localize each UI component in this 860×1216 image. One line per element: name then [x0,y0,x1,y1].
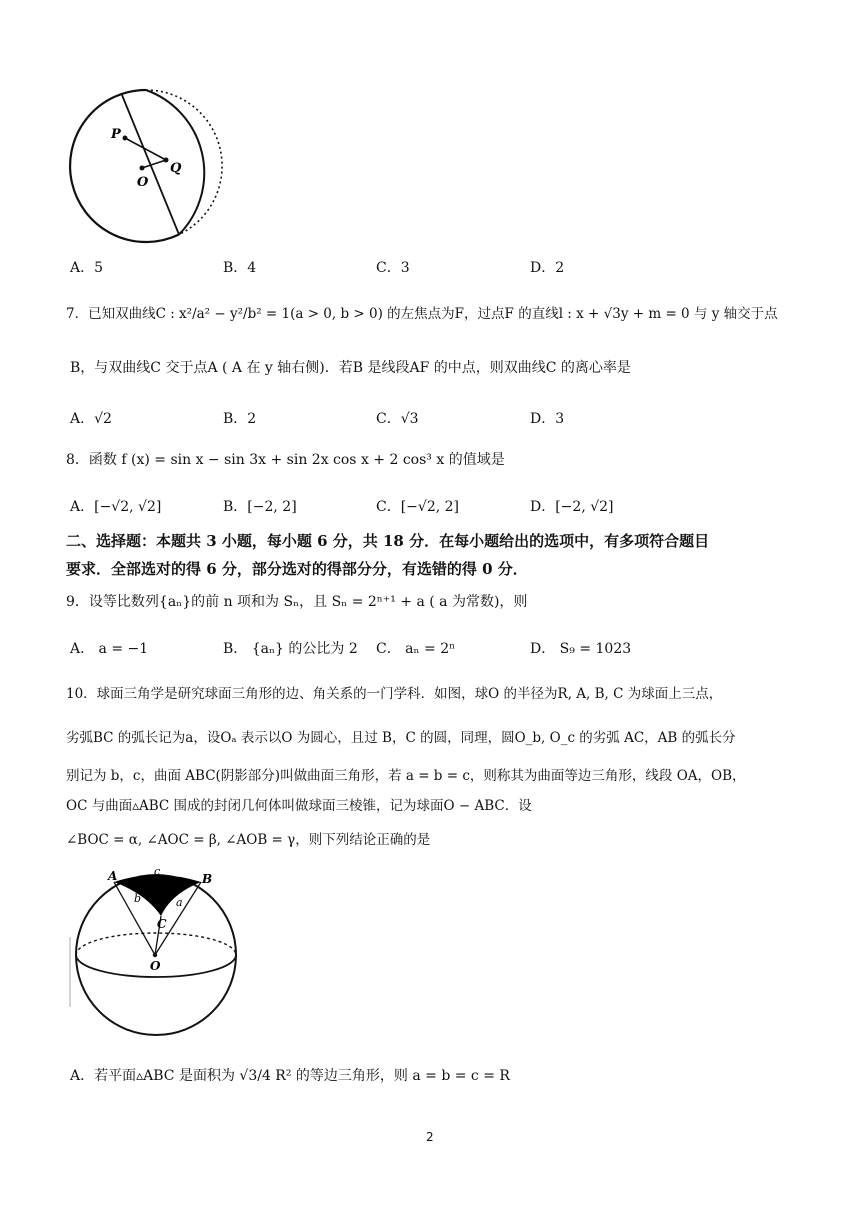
q10-line-5: ∠BOC = α, ∠AOC = β, ∠AOB = γ，则下列结论正确的是 [66,832,431,848]
q10-label-b-arc: b [134,892,142,905]
q10-label-a-arc: a [176,896,183,909]
q7-option-c: C．√3 [376,411,419,427]
q10-label-b: B [202,872,213,886]
q8-option-b: B．[−2, 2] [223,499,297,515]
q8-option-c: C．[−√2, 2] [376,499,460,515]
q10-label-a: A [108,869,118,883]
q9-option-c: C． aₙ = 2ⁿ [376,641,456,657]
q10-line-3: 别记为 b，c，曲面 ABC(阴影部分)叫做曲面三角形，若 a = b = c，则称其为曲面等边三角形，线段 OA，OB， [66,768,746,784]
q6-option-c: C．3 [376,260,410,276]
q9-line-1: 9．设等比数列{aₙ}的前 n 项和为 Sₙ，且 Sₙ = 2ⁿ⁺¹ + a ( a 为常数)，则 [66,594,528,610]
q10-label-c-point: C [157,917,167,931]
q8-option-d: D．[−2, √2] [530,499,614,515]
q7-option-b: B．2 [223,411,257,427]
q10-line-2: 劣弧BC 的弧长记为a，设Oₐ 表示以O 为圆心，且过 B，C 的圆，同理，圆O_b, O_c 的劣弧 AC，AB 的弧长分 [66,730,736,746]
q7-line-1: 7．已知双曲线C : x²/a² − y²/b² = 1(a > 0, b > 0) 的左焦点为F，过点F 的直线l : x + √3y + m = 0 与 y 轴交于点 [66,306,778,322]
q9-option-a: A． a = −1 [70,641,149,657]
q8-option-a: A．[−√2, √2] [70,499,162,515]
q9-option-b: B． {aₙ} 的公比为 2 [223,641,358,657]
q6-option-d: D．2 [530,260,565,276]
q9-option-d: D． S₉ = 1023 [530,641,632,657]
q7-line-2: B，与双曲线C 交于点A ( A 在 y 轴右侧)．若B 是线段AF 的中点，则双曲线C 的离心率是 [70,360,631,376]
q6-label-o: O [137,175,149,190]
q7-option-d: D．3 [530,411,565,427]
q6-circle-figure [66,86,226,246]
q6-label-q: Q [170,161,182,176]
section-2-heading-line-2: 要求．全部选对的得 6 分，部分选对的得部分分，有选错的得 0 分． [66,560,528,578]
q10-sphere-figure [66,862,246,1037]
q6-option-a: A．5 [70,260,104,276]
q10-label-o: O [150,959,161,973]
q8-line-1: 8．函数 f (x) = sin x − sin 3x + sin 2x cos x + 2 cos³ x 的值域是 [66,452,505,468]
q7-option-a: A．√2 [70,411,112,427]
q10-option-a: A．若平面▵ABC 是面积为 √3/4 R² 的等边三角形，则 a = b = c = R [70,1068,510,1084]
q10-line-1: 10．球面三角学是研究球面三角形的边、角关系的一门学科．如图，球O 的半径为R, A, B, C 为球面上三点， [66,686,723,702]
q6-option-b: B．4 [223,260,257,276]
section-2-heading-line-1: 二、选择题：本题共 3 小题，每小题 6 分，共 18 分．在每小题给出的选项中，有多项符合题目 [66,532,710,550]
q6-label-p: P [111,127,121,142]
q10-label-c-top: c [154,865,161,878]
q10-line-4: OC 与曲面▵ABC 围成的封闭几何体叫做球面三棱锥，记为球面O − ABC．设 [66,798,532,814]
page-number: 2 [426,1130,434,1144]
